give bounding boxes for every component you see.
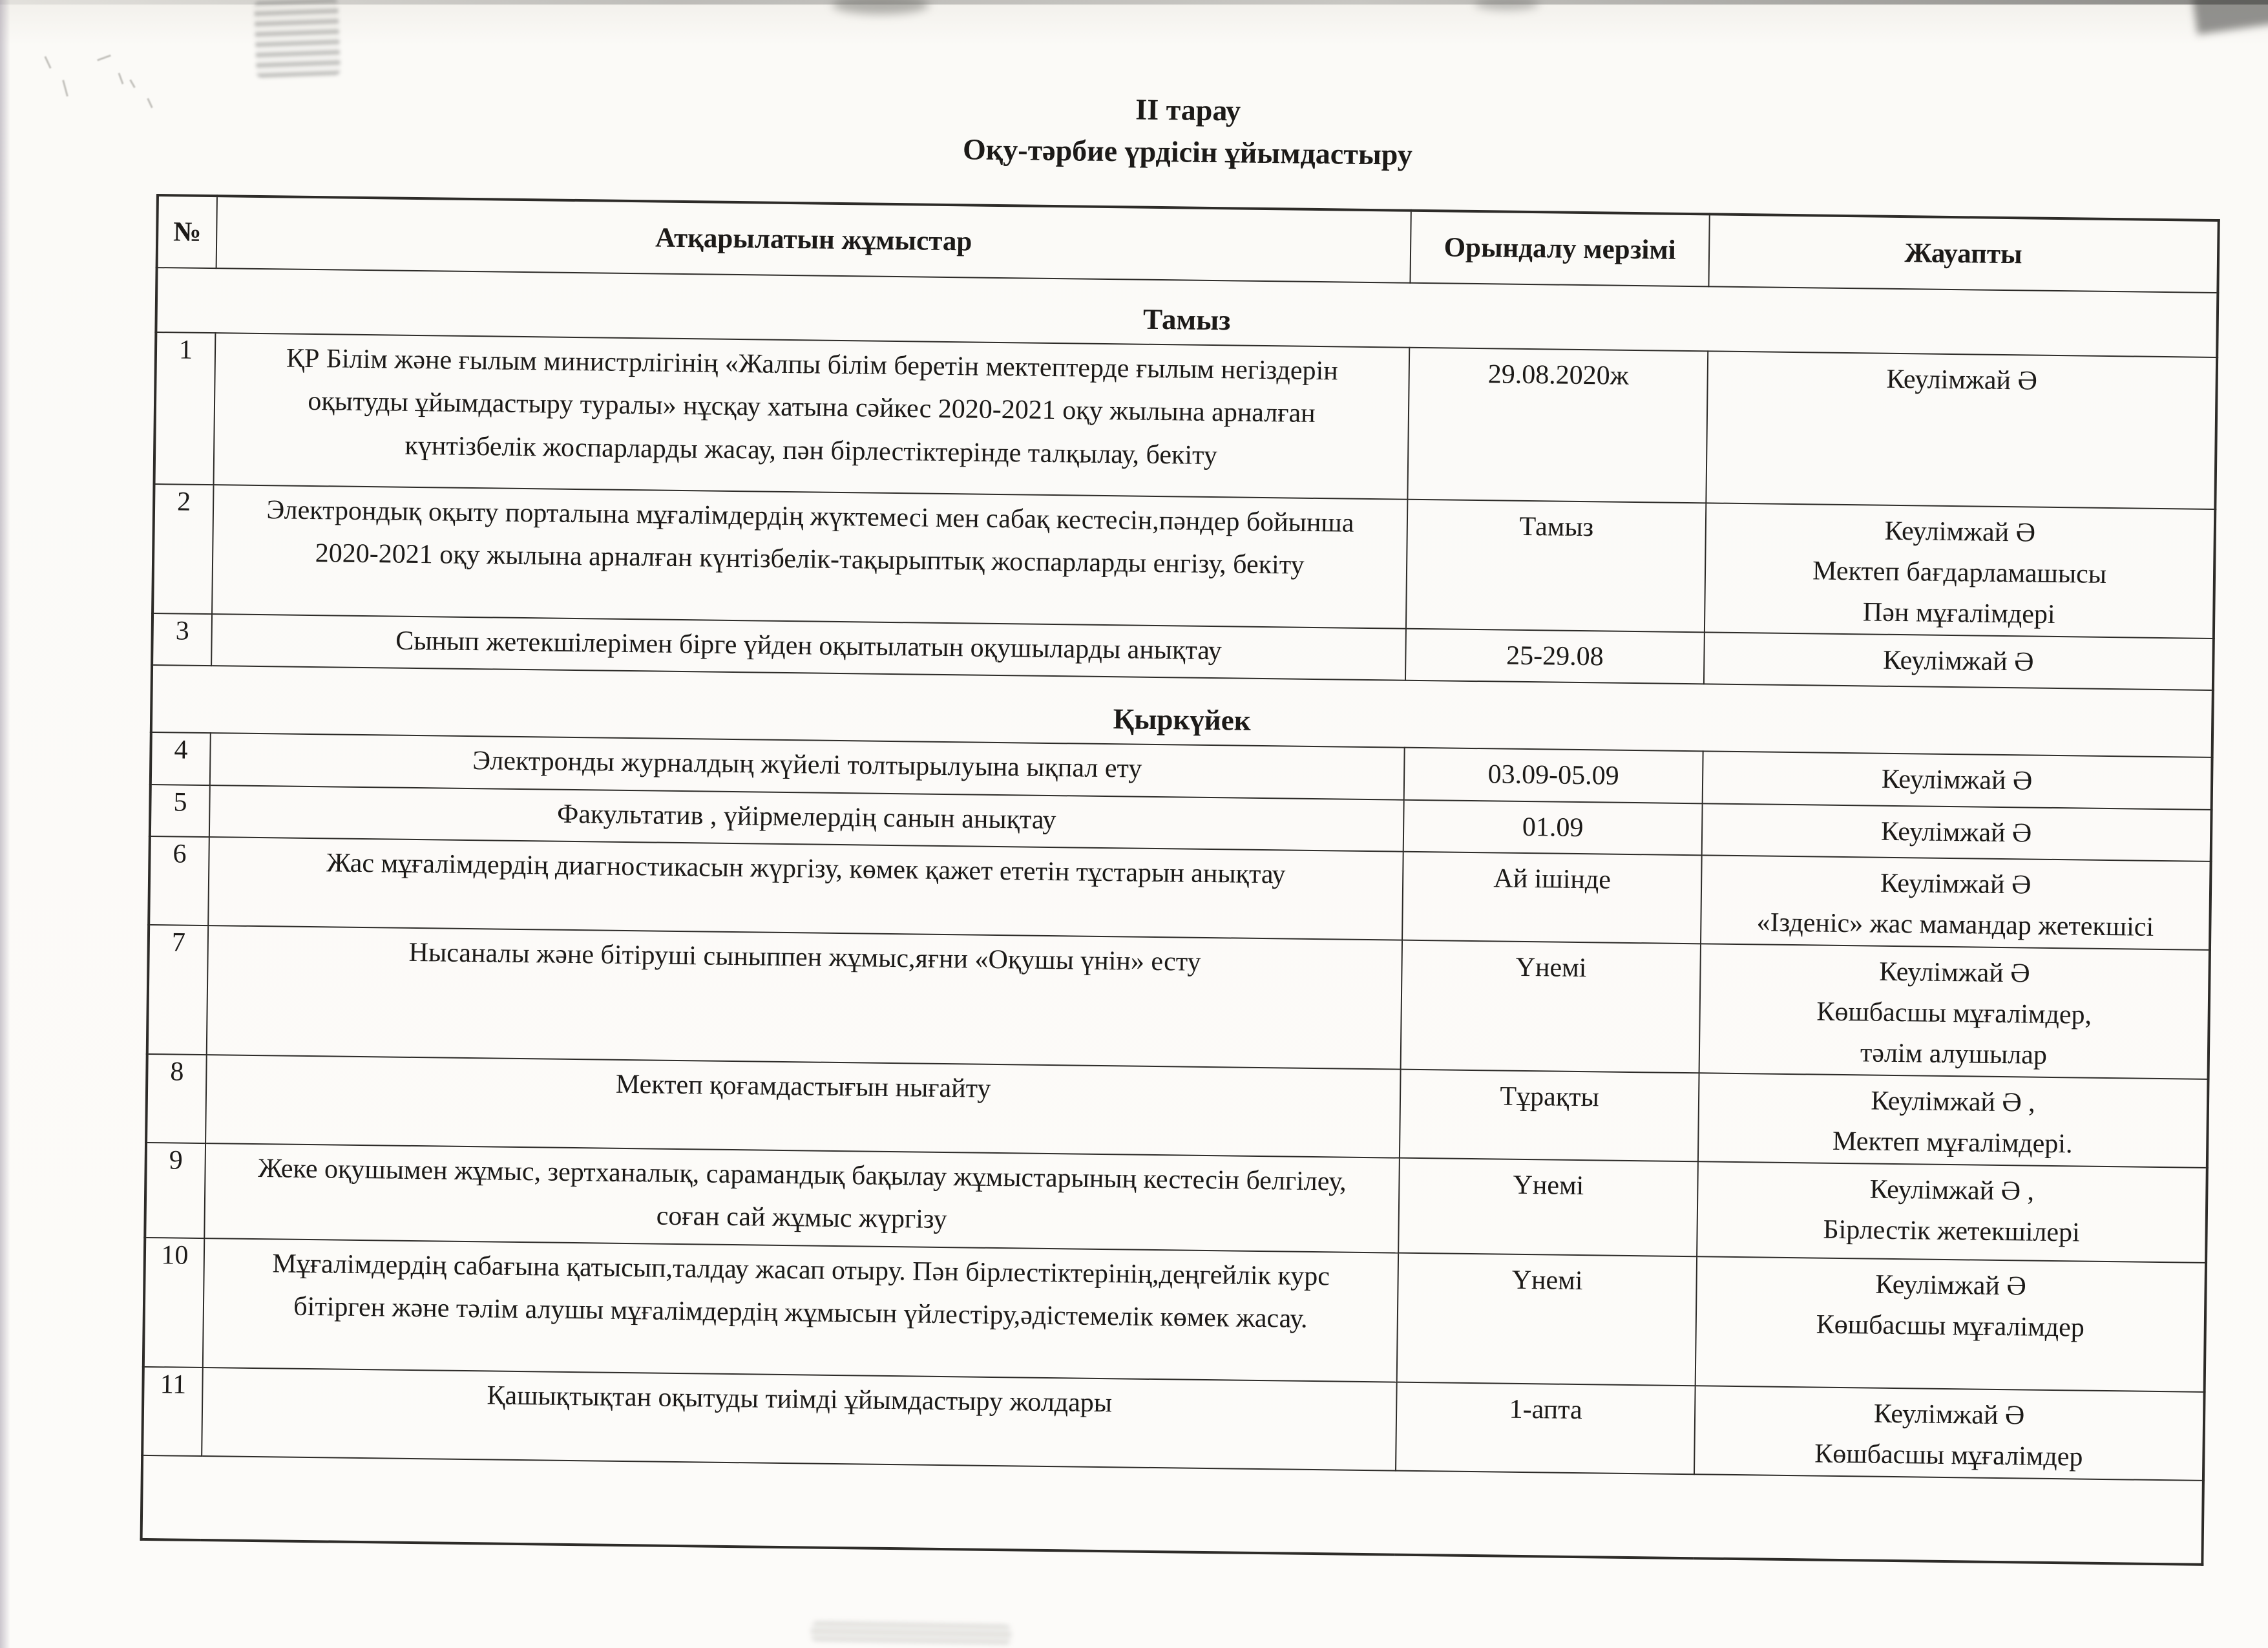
- chapter-title: ІІ тарау: [1135, 92, 1241, 127]
- table-row: [152, 484, 2215, 639]
- responsible-line: Көшбасшы мұғалімдер,: [1816, 997, 2092, 1030]
- work-text: Мұғалімдердің сабағына қатысып,талдау жасап отыру. Пән бірлестіктерінің,деңгейлік курс бітірген және тәлім алушы мұғалімдердің жұмысын үйлестіру,әдістемелік көмек жасау.: [203, 1238, 1398, 1382]
- work-text: Мектеп қоғамдастығын нығайту: [205, 1055, 1401, 1158]
- row-number: 11: [142, 1367, 203, 1456]
- responsible-line: Мектеп мұғалімдері.: [1832, 1126, 2073, 1159]
- responsible-line: Кеулімжай Ә: [1886, 364, 2038, 396]
- table-row: [154, 332, 2218, 509]
- responsible-line: тәлім алушылар: [1860, 1038, 2048, 1070]
- responsible-cell: [1704, 632, 2214, 690]
- date-value: Тұрақты: [1400, 1070, 1699, 1162]
- date-value: Үнемі: [1397, 1252, 1697, 1386]
- month-section-title: Тамыз: [156, 268, 2218, 357]
- row-number: 4: [151, 732, 211, 785]
- table-body: [142, 268, 2218, 1565]
- date-value: Ай ішінде: [1402, 852, 1702, 944]
- responsible-cell: [1696, 1256, 2206, 1392]
- work-text: Электронды журналдың жүйелі толтырылуына ықпал ету: [210, 733, 1405, 799]
- work-plan-table: [140, 194, 2220, 1566]
- responsible-line: Кеулімжай Ә: [1880, 868, 2032, 900]
- work-text: Қашықтықтан оқытуды тиімді ұйымдастыру жолдары: [202, 1368, 1397, 1471]
- scan-smudge: [1475, 0, 1539, 10]
- table-row: [147, 925, 2210, 1079]
- chapter-subtitle: Оқу-тәрбие үрдісін ұйымдастыру: [962, 132, 1413, 172]
- date-value: 29.08.2020ж: [1407, 348, 1708, 503]
- date-value: 25-29.08: [1405, 629, 1705, 684]
- responsible-line: Мектеп бағдарламашысы: [1812, 556, 2107, 589]
- row-number: 9: [145, 1143, 205, 1238]
- work-text: Сынып жетекшілерімен бірге үйден оқытылатын оқушыларды анықтау: [211, 614, 1406, 681]
- responsible-line: Кеулімжай Ә: [1875, 1269, 2027, 1302]
- responsible-cell: [1703, 752, 2212, 810]
- work-text: Факультатив , үйірмелердің санын анықтау: [209, 785, 1404, 852]
- responsible-cell: [1698, 1073, 2209, 1168]
- responsible-line: Көшбасшы мұғалімдер: [1814, 1439, 2083, 1472]
- responsible-cell: [1702, 803, 2212, 861]
- responsible-line: Кеулімжай Ә: [1880, 816, 2032, 849]
- date-value: Үнемі: [1398, 1158, 1698, 1256]
- col-header-work: Атқарылатын жұмыстар: [216, 196, 1411, 283]
- responsible-cell: [1701, 855, 2211, 950]
- date-value: 03.09-05.09: [1404, 748, 1703, 803]
- responsible-line: Кеулімжай Ә ,: [1871, 1086, 2035, 1118]
- row-number: 1: [154, 332, 216, 485]
- row-number: 8: [146, 1054, 207, 1143]
- responsible-cell: [1705, 503, 2215, 639]
- responsible-line: «Ізденіс» жас мамандар жетекшісі: [1756, 907, 2154, 942]
- responsible-line: Кеулімжай Ә ,: [1869, 1174, 2035, 1207]
- document-title: [157, 76, 2219, 186]
- responsible-cell: [1697, 1161, 2207, 1262]
- responsible-line: Көшбасшы мұғалімдер: [1816, 1309, 2085, 1343]
- work-text: Жас мұғалімдердің диагностикасын жүргізу, көмек қажет ететін тұстарын анықтау: [208, 837, 1403, 940]
- responsible-line: Кеулімжай Ә: [1879, 956, 2030, 989]
- work-text: Нысаналы және бітіруші сыныппен жұмыс,яғни «Оқушы үнін» есту: [207, 925, 1402, 1070]
- row-number: 7: [147, 925, 208, 1055]
- date-value: Тамыз: [1406, 500, 1706, 633]
- row-number: 6: [149, 836, 209, 925]
- work-text: Электрондық оқыту порталына мұғалімдердің жүктемесі мен сабақ кестесін,пәндер бойынша 2020-2021 оқу жылына арналған күнтізбелік-тақырыптық жоспарларды енгізу, бекіту: [212, 485, 1407, 629]
- col-header-date: Орындалу мерзімі: [1410, 211, 1709, 287]
- work-text: Жеке оқушымен жұмыс, зертханалық, сарамандық бақылау жұмыстарының кестесін белгілеу, соған сай жұмыс жүргізу: [204, 1143, 1400, 1252]
- month-section-title: Қыркүйек: [151, 665, 2213, 757]
- work-text: ҚР Білім және ғылым министрлігінің «Жалпы білім беретін мектептерде ғылым негіздерін оқытуды ұйымдастыру туралы» нұсқау хатына сәйкес 2020-2021 оқу жылына арналған күнтізбелік жоспарларды жасау, пән бірлестіктерінде талқылау, бекіту: [214, 333, 1410, 500]
- responsible-line: Кеулімжай Ә: [1873, 1399, 2025, 1431]
- table-row: [143, 1238, 2206, 1392]
- responsible-cell: [1699, 944, 2210, 1079]
- responsible-line: Пән мұғалімдері: [1862, 597, 2055, 629]
- row-number: 5: [150, 785, 210, 837]
- date-value: 01.09: [1403, 799, 1703, 855]
- responsible-cell: [1706, 351, 2217, 509]
- responsible-cell: [1694, 1386, 2205, 1481]
- date-value: 1-апта: [1396, 1382, 1696, 1474]
- date-value: Үнемі: [1401, 940, 1701, 1073]
- responsible-line: Кеулімжай Ә: [1884, 516, 2036, 548]
- row-number: 2: [152, 484, 213, 614]
- col-header-responsible: Жауапты: [1708, 214, 2218, 293]
- responsible-line: Кеулімжай Ә: [1882, 645, 2034, 677]
- col-header-number: №: [157, 195, 217, 268]
- row-number: 3: [152, 613, 212, 666]
- row-number: 10: [143, 1238, 204, 1368]
- responsible-line: Бірлестік жетекшілері: [1823, 1214, 2080, 1248]
- responsible-line: Кеулімжай Ә: [1881, 765, 2033, 796]
